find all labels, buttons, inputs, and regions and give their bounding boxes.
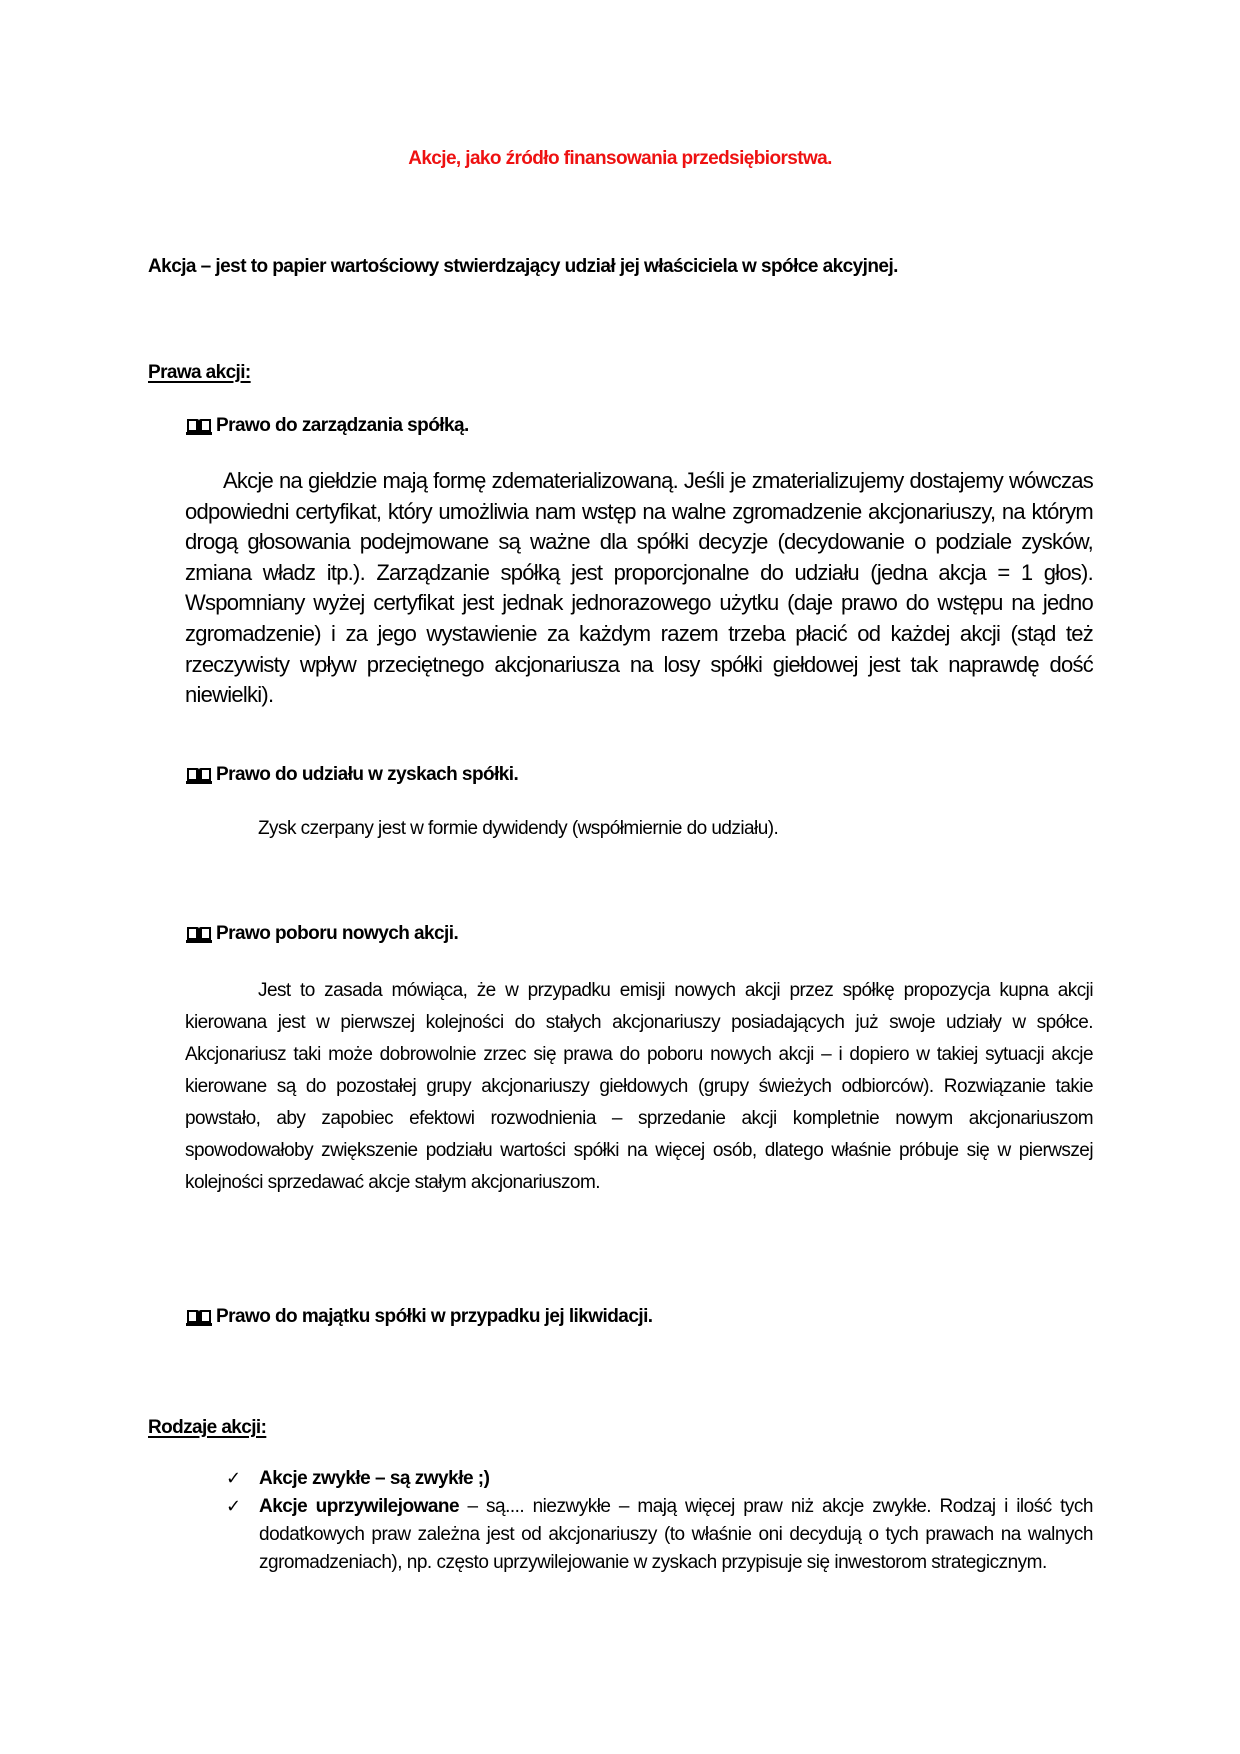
right-heading-text: Prawo do udziału w zyskach spółki. <box>216 764 519 785</box>
list-item-akcje-zwykle <box>220 1465 1093 1493</box>
check-mark-icon: ✓ <box>226 1496 241 1517</box>
right-heading-text: Prawo poboru nowych akcji. <box>216 923 459 944</box>
term: Akcje zwykłe – są zwykłe ;) <box>259 1468 490 1489</box>
right-heading-majatek <box>186 1306 653 1328</box>
open-book-icon <box>186 417 212 435</box>
paragraph-pobor: Jest to zasada mówiąca, że w przypadku emisji nowych akcji przez spółkę propozycja kupna akcji kierowana jest w pierwszej kolejności do stałych akcjonariuszy posiadających już swoje udziały w spółce. Akcjonariusz taki może dobrowolnie zrzec się prawa do poboru nowych akcji – i dopiero w takiej sytuacji akcje kierowane są do pozostałej grupy akcjonariuszy giełdowych (grupy świeżych odbiorców). Rozwiązanie takie powstało, aby zapobiec efektowi rozwodnienia – sprzedanie akcji kompletnie nowym akcjonariuszom spowodowałoby zwiększenie podziału wartości spółki na więcej osób, dlatego właśnie próbuje się w pierwszej kolejności sprzedawać akcje stałym akcjonariuszom. <box>185 980 1093 1193</box>
right-heading-pobor <box>186 923 458 945</box>
paragraph-zyski: Zysk czerpany jest w formie dywidendy (współmiernie do udziału). <box>258 818 779 839</box>
check-mark-icon: ✓ <box>226 1468 241 1489</box>
right-heading-zyski <box>186 764 518 786</box>
list-item-akcje-uprzywilejowane <box>220 1493 1093 1577</box>
paragraph-zarzadzanie: Akcje na giełdzie mają formę zdematerializowaną. Jeśli je zmaterializujemy dostajemy wówczas odpowiedni certyfikat, który umożliwia nam wstęp na walne zgromadzenie akcjonariuszy, na którym drogą głosowania podejmowane są ważne dla spółki decyzje (decydowanie o podziale zysków, zmiana władz itp.). Zarządzanie spółką jest proporcjonalne do udziału (jedna akcja = 1 głos). Wspomniany wyżej certyfikat jest jednak jednorazowego użytku (daje prawo do wstępu na jedno zgromadzenie) i za jego wystawienie za każdym razem trzeba płacić od każdej akcji (stąd też rzeczywisty wpływ przeciętnego akcjonariusza na losy spółki giełdowej jest tak naprawdę dość niewielki). <box>185 468 1093 708</box>
open-book-icon <box>186 1308 212 1326</box>
section-heading-rodzaje-akcji: Rodzaje akcji: <box>148 1417 267 1438</box>
definition-akcja: Akcja – jest to papier wartościowy stwierdzający udział jej właściciela w spółce akcyjnej. <box>148 256 898 277</box>
right-heading-zarzadzanie <box>186 415 469 437</box>
document-title: Akcje, jako źródło finansowania przedsiębiorstwa. <box>408 148 832 169</box>
right-heading-text: Prawo do zarządzania spółką. <box>216 415 469 436</box>
open-book-icon <box>186 766 212 784</box>
share-types-list <box>220 1465 1093 1577</box>
section-heading-prawa-akcji: Prawa akcji: <box>148 362 251 383</box>
description: – są.... niezwykłe – mają więcej praw niż akcje zwykłe. Rodzaj i ilość tych dodatkowych praw zależna jest od akcjonariuszy (to właśnie oni decydują o tych prawach na walnych zgromadzeniach), np. często uprzywilejowanie w zyskach przypisuje się inwestorom strategicznym. <box>259 1496 1093 1573</box>
term: Akcje uprzywilejowane <box>259 1496 460 1517</box>
right-heading-text: Prawo do majątku spółki w przypadku jej likwidacji. <box>216 1306 653 1327</box>
open-book-icon <box>186 925 212 943</box>
